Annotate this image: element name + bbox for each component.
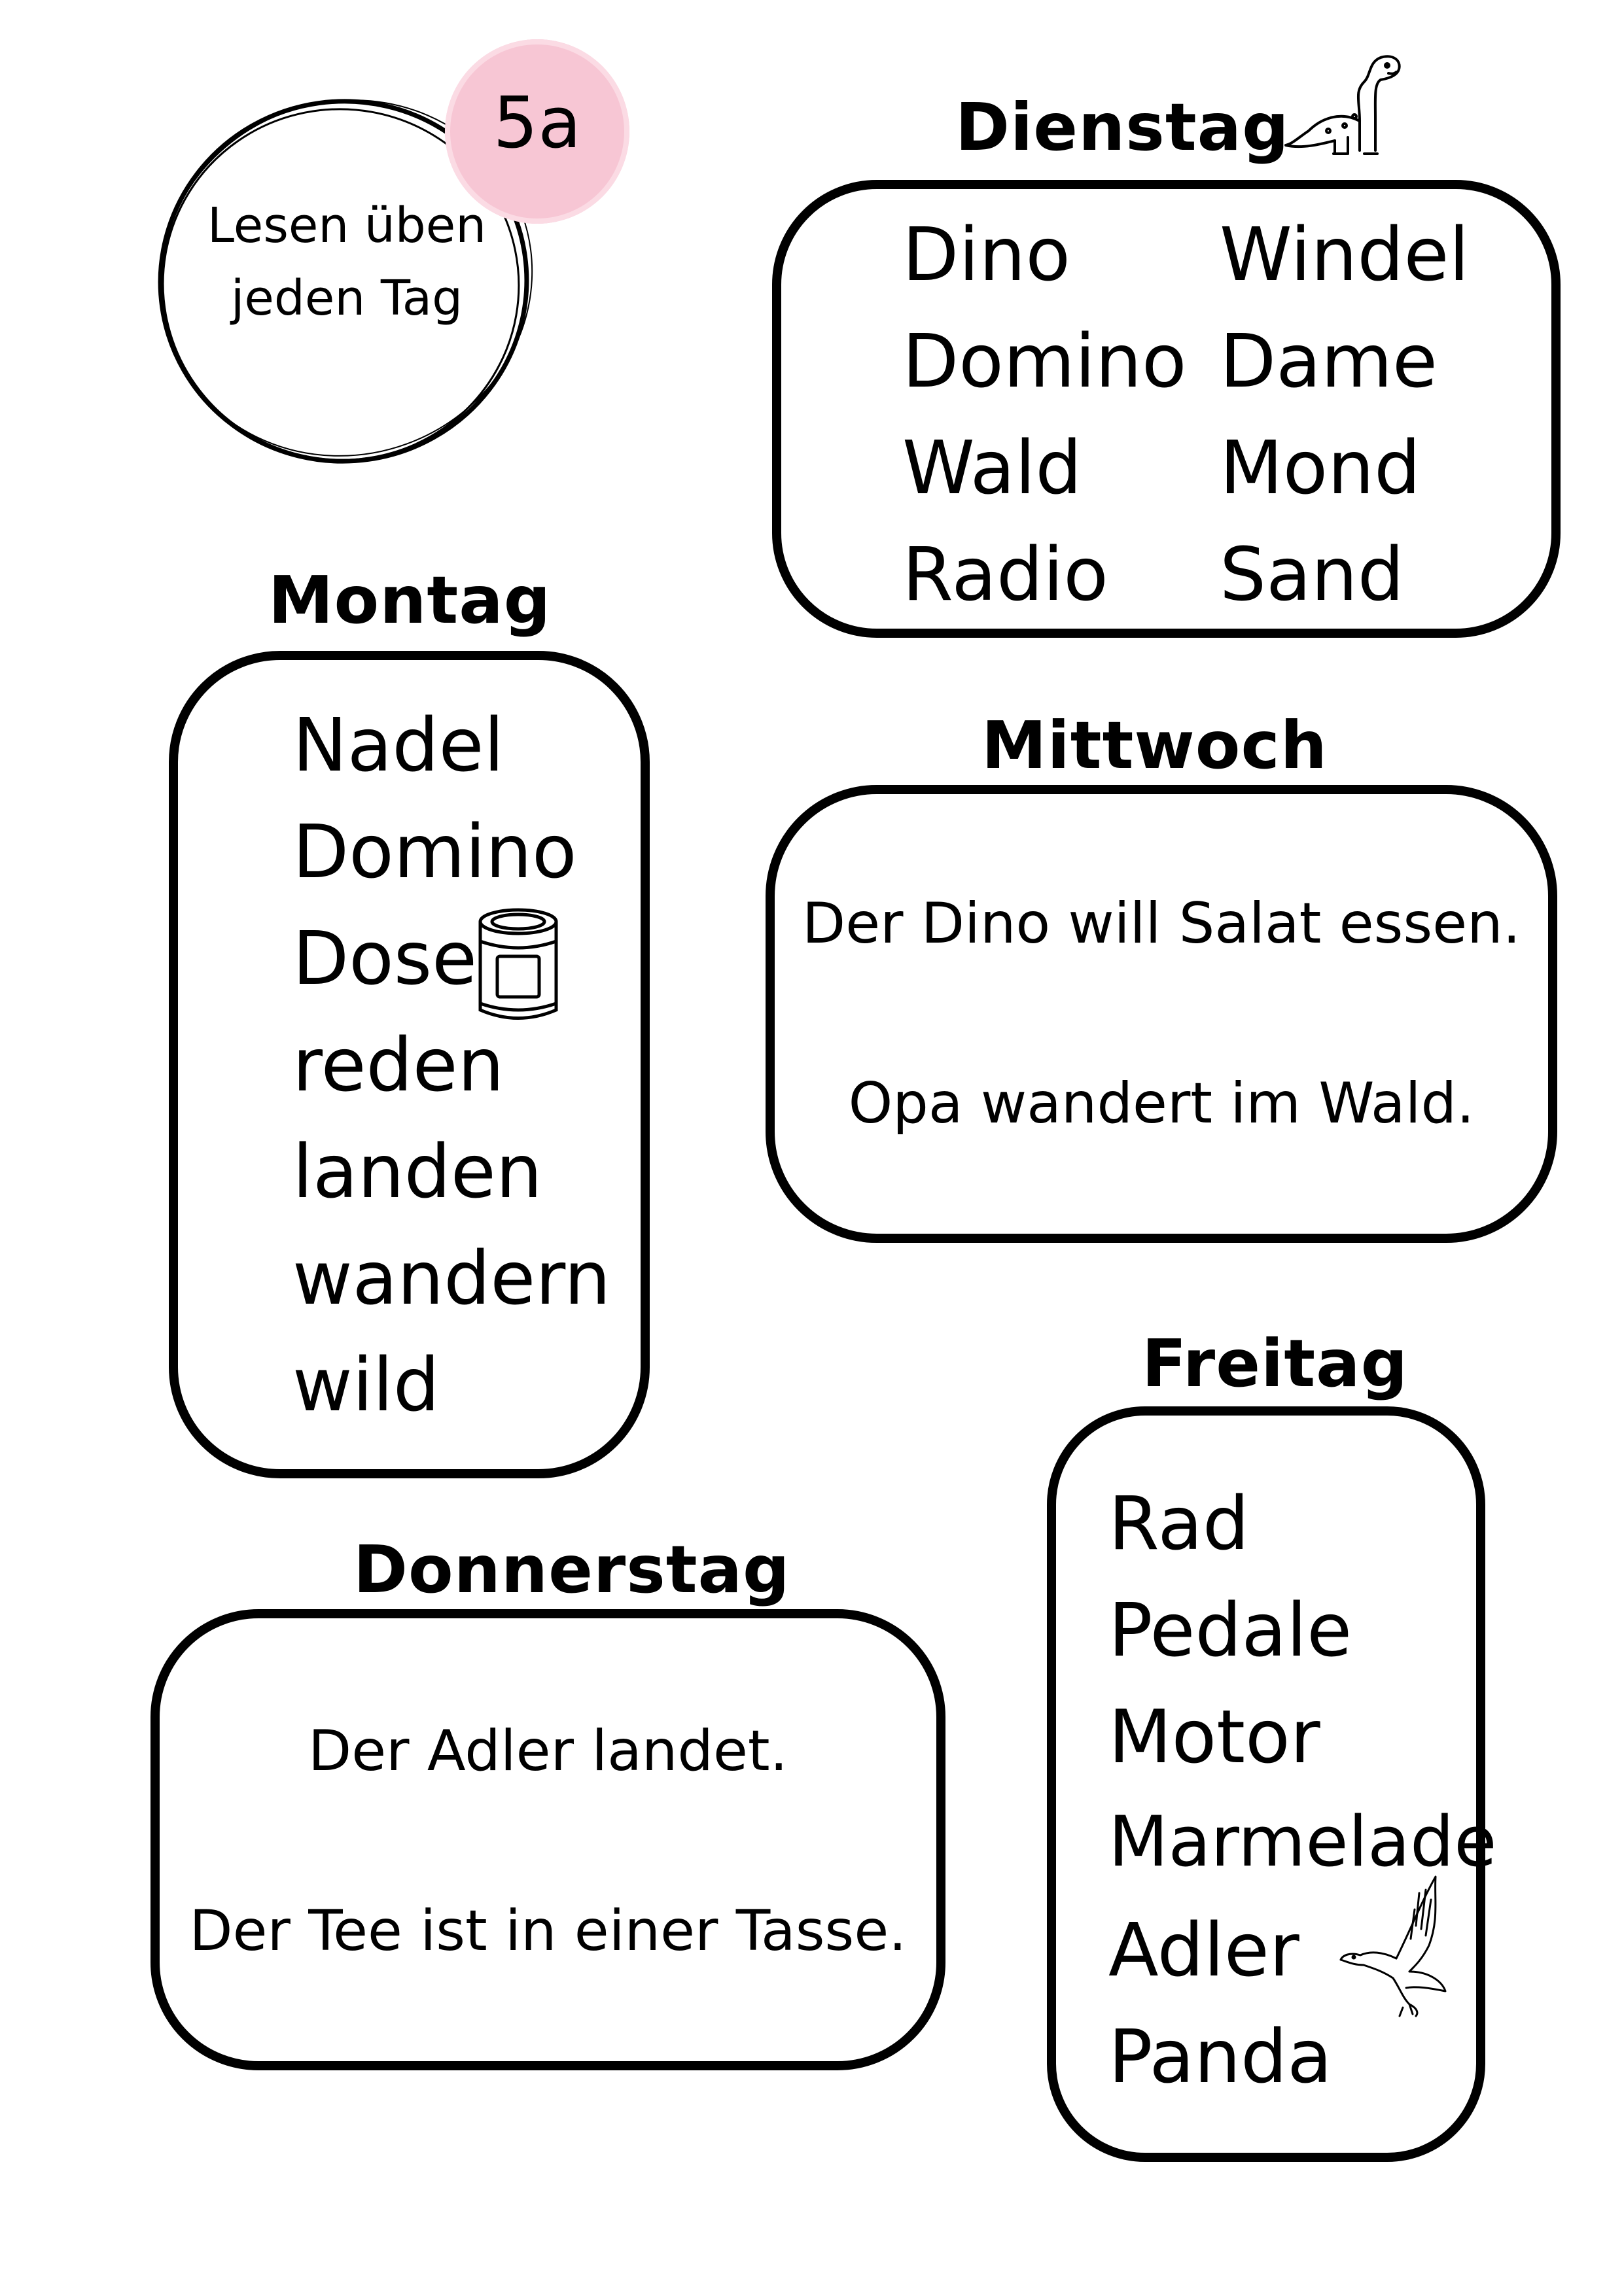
class-badge: [445, 39, 629, 224]
freitag-title: Freitag: [1142, 1325, 1409, 1402]
freitag-word: Rad: [1108, 1482, 1250, 1567]
montag-word: Nadel: [292, 703, 504, 788]
mittwoch-title: Mittwoch: [981, 707, 1328, 784]
freitag-word: Marmelade: [1108, 1801, 1497, 1882]
tin-can-icon: [472, 905, 564, 1026]
dienstag-word: Dino: [902, 213, 1070, 298]
freitag-word: Pedale: [1108, 1588, 1352, 1673]
montag-word: wild: [292, 1343, 440, 1428]
dienstag-word: Wald: [902, 426, 1082, 511]
dienstag-word: Mond: [1220, 426, 1421, 511]
dienstag-word: Dame: [1220, 319, 1438, 404]
dienstag-word: Domino: [902, 319, 1187, 404]
montag-word: reden: [292, 1023, 504, 1108]
montag-word: Dose: [292, 916, 478, 1001]
montag-word: wandern: [292, 1236, 611, 1321]
dienstag-title: Dienstag: [955, 89, 1290, 165]
mittwoch-sentence: Opa wandert im Wald.: [848, 1071, 1475, 1136]
badge-label: [177, 190, 517, 335]
freitag-card: [1047, 1406, 1497, 2162]
donnerstag-card: [150, 1609, 945, 2070]
dienstag-card: [772, 180, 1561, 638]
donnerstag-sentence: Der Adler landet.: [308, 1718, 788, 1784]
donnerstag-sentence: Der Tee ist in einer Tasse.: [189, 1898, 907, 1964]
freitag-word: Panda: [1108, 2015, 1332, 2100]
dienstag-word: Windel: [1220, 213, 1470, 298]
mittwoch-sentence: Der Dino will Salat essen.: [802, 891, 1521, 956]
eagle-icon: [1337, 1873, 1449, 2037]
freitag-word: Motor: [1108, 1695, 1320, 1780]
dienstag-word: Sand: [1220, 532, 1404, 617]
badge-line-2: jeden Tag: [230, 270, 463, 326]
class-badge-label: 5a: [493, 82, 582, 164]
montag-word: Domino: [292, 810, 577, 895]
mittwoch-card: [766, 785, 1557, 1243]
donnerstag-title: Donnerstag: [353, 1531, 790, 1608]
dienstag-word: Radio: [902, 532, 1108, 617]
badge-line-1: Lesen üben: [207, 198, 487, 254]
montag-title: Montag: [268, 562, 552, 638]
freitag-word: Adler: [1108, 1908, 1299, 1993]
montag-word: landen: [292, 1130, 542, 1215]
dinosaur-icon: [1282, 46, 1407, 164]
montag-card: [169, 651, 650, 1478]
